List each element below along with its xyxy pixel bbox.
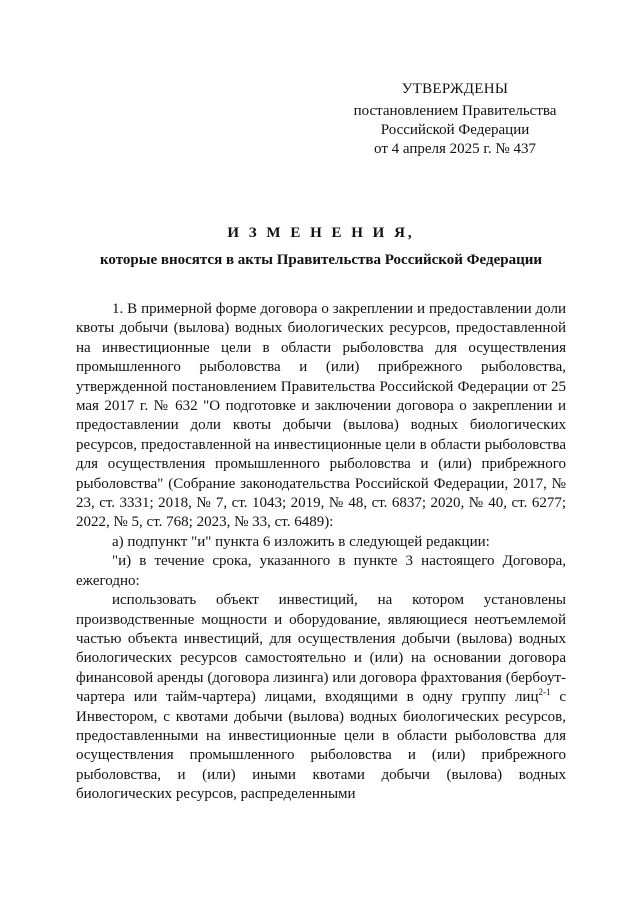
paragraph-4-part-2: с Инвестором, с квотами добычи (вылова) водных биологических ресурсов, предоставленными на инвестиционные цели в области рыболовства для осуществления промышленного рыболовства и (или) прибрежного рыболовства, и (или) иными квотами добычи (вылова) водных биологических ресурсов, распределенными [76,689,566,803]
paragraph-4-part-1: использовать объект инвестиций, на котором установлены производственные мощности и оборудование, являющиеся неотъемлемой частью объекта инвестиций, для осуществления добычи (вылова) водных биологических ресурсов самостоятельно и (или) на основании договора финансовой аренды (договора лизинга) или договора фрахтования (бербоут-чартера или тайм-чартера) лицами, входящими в одну группу лиц [76,592,566,706]
paragraph-4 [76,591,566,804]
approval-line-2: Российской Федерации [380,122,530,138]
document-body [76,300,566,805]
document-title: И З М Е Н Е Н И Я, [227,225,415,241]
footnote-reference: 2-1 [538,687,551,698]
approval-line-3: от 4 апреля 2025 г. № 437 [374,141,536,157]
paragraph-1: 1. В примерной форме договора о закреплении и предоставлении доли квоты добычи (вылова) водных биологических ресурсов, предоставленной на инвестиционные цели в области рыболовства для осуществления промышленного рыболовства и (или) прибрежного рыболовства, утвержденной постановлением Правительства Российской Федерации от 25 мая 2017 г. № 632 "О подготовке и заключении договора о закреплении и предоставлении доли квоты добычи (вылова) водных биологических ресурсов, предоставленной на инвестиционные цели в области рыболовства для осуществления промышленного рыболовства и (или) прибрежного рыболовства" (Собрание законодательства Российской Федерации, 2017, № 23, ст. 3331; 2018, № 7, ст. 1043; 2019, № 48, ст. 6837; 2020, № 40, ст. 6277; 2022, № 5, ст. 768; 2023, № 33, ст. 6489): [76,301,566,531]
approval-block [330,80,580,159]
document-subtitle: которые вносятся в акты Правительства Российской Федерации [99,252,543,268]
paragraph-2: а) подпункт "и" пункта 6 изложить в следующей редакции: [112,533,490,550]
paragraph-3: "и) в течение срока, указанного в пункте 3 настоящего Договора, ежегодно: [76,553,566,589]
approval-stamp-title: УТВЕРЖДЕНЫ [401,81,509,97]
approval-line-1: постановлением Правительства [353,103,557,119]
